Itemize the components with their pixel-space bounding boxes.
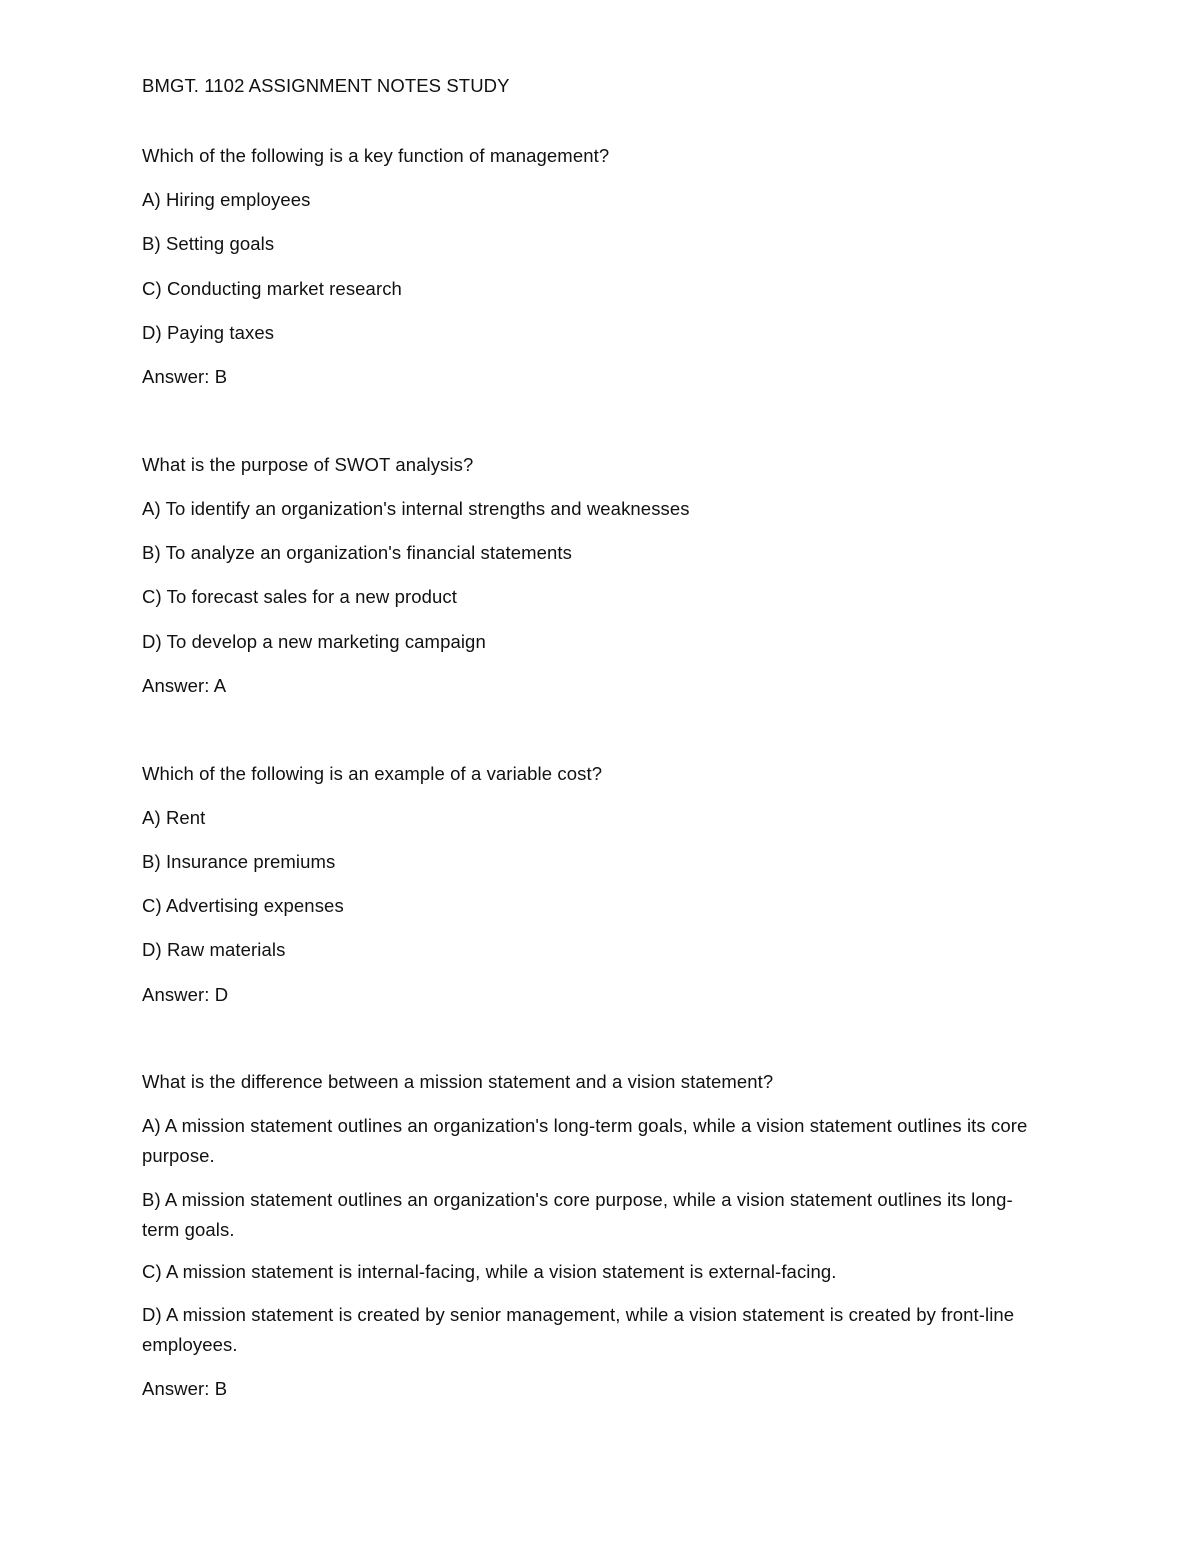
question-2-text: What is the purpose of SWOT analysis? <box>142 454 474 475</box>
question-3-option-b: B) Insurance premiums <box>142 851 336 872</box>
question-4-answer: Answer: B <box>142 1378 228 1399</box>
question-3-answer: Answer: D <box>142 984 229 1005</box>
question-1-option-c: C) Conducting market research <box>142 278 402 299</box>
question-1-option-d: D) Paying taxes <box>142 322 275 343</box>
question-2-option-c: C) To forecast sales for a new product <box>142 586 458 607</box>
question-3-option-c: C) Advertising expenses <box>142 895 344 916</box>
question-2-option-b: B) To analyze an organization's financial statements <box>142 542 573 563</box>
question-1-answer: Answer: B <box>142 366 228 387</box>
question-4-option-d: D) A mission statement is created by senior management, while a vision statement is created by front-line employees. <box>142 1304 1015 1355</box>
question-2-answer: Answer: A <box>142 675 227 696</box>
question-4-option-b: B) A mission statement outlines an organization's core purpose, while a vision statement outlines its long-term goals. <box>142 1189 1013 1240</box>
question-4-option-a: A) A mission statement outlines an organization's long-term goals, while a vision statement outlines its core purpose. <box>142 1115 1028 1166</box>
question-1-option-a: A) Hiring employees <box>142 189 311 210</box>
question-3-option-a: A) Rent <box>142 807 206 828</box>
question-3-text: Which of the following is an example of a variable cost? <box>142 763 603 784</box>
question-4-text: What is the difference between a mission statement and a vision statement? <box>142 1071 774 1092</box>
question-1-option-b: B) Setting goals <box>142 233 275 254</box>
question-2-option-a: A) To identify an organization's internal strengths and weaknesses <box>142 498 690 519</box>
document-title: BMGT. 1102 ASSIGNMENT NOTES STUDY <box>142 75 510 96</box>
question-2-option-d: D) To develop a new marketing campaign <box>142 631 486 652</box>
question-4-option-c: C) A mission statement is internal-facing, while a vision statement is external-facing. <box>142 1261 837 1282</box>
question-3-option-d: D) Raw materials <box>142 939 286 960</box>
question-1-text: Which of the following is a key function of management? <box>142 145 610 166</box>
